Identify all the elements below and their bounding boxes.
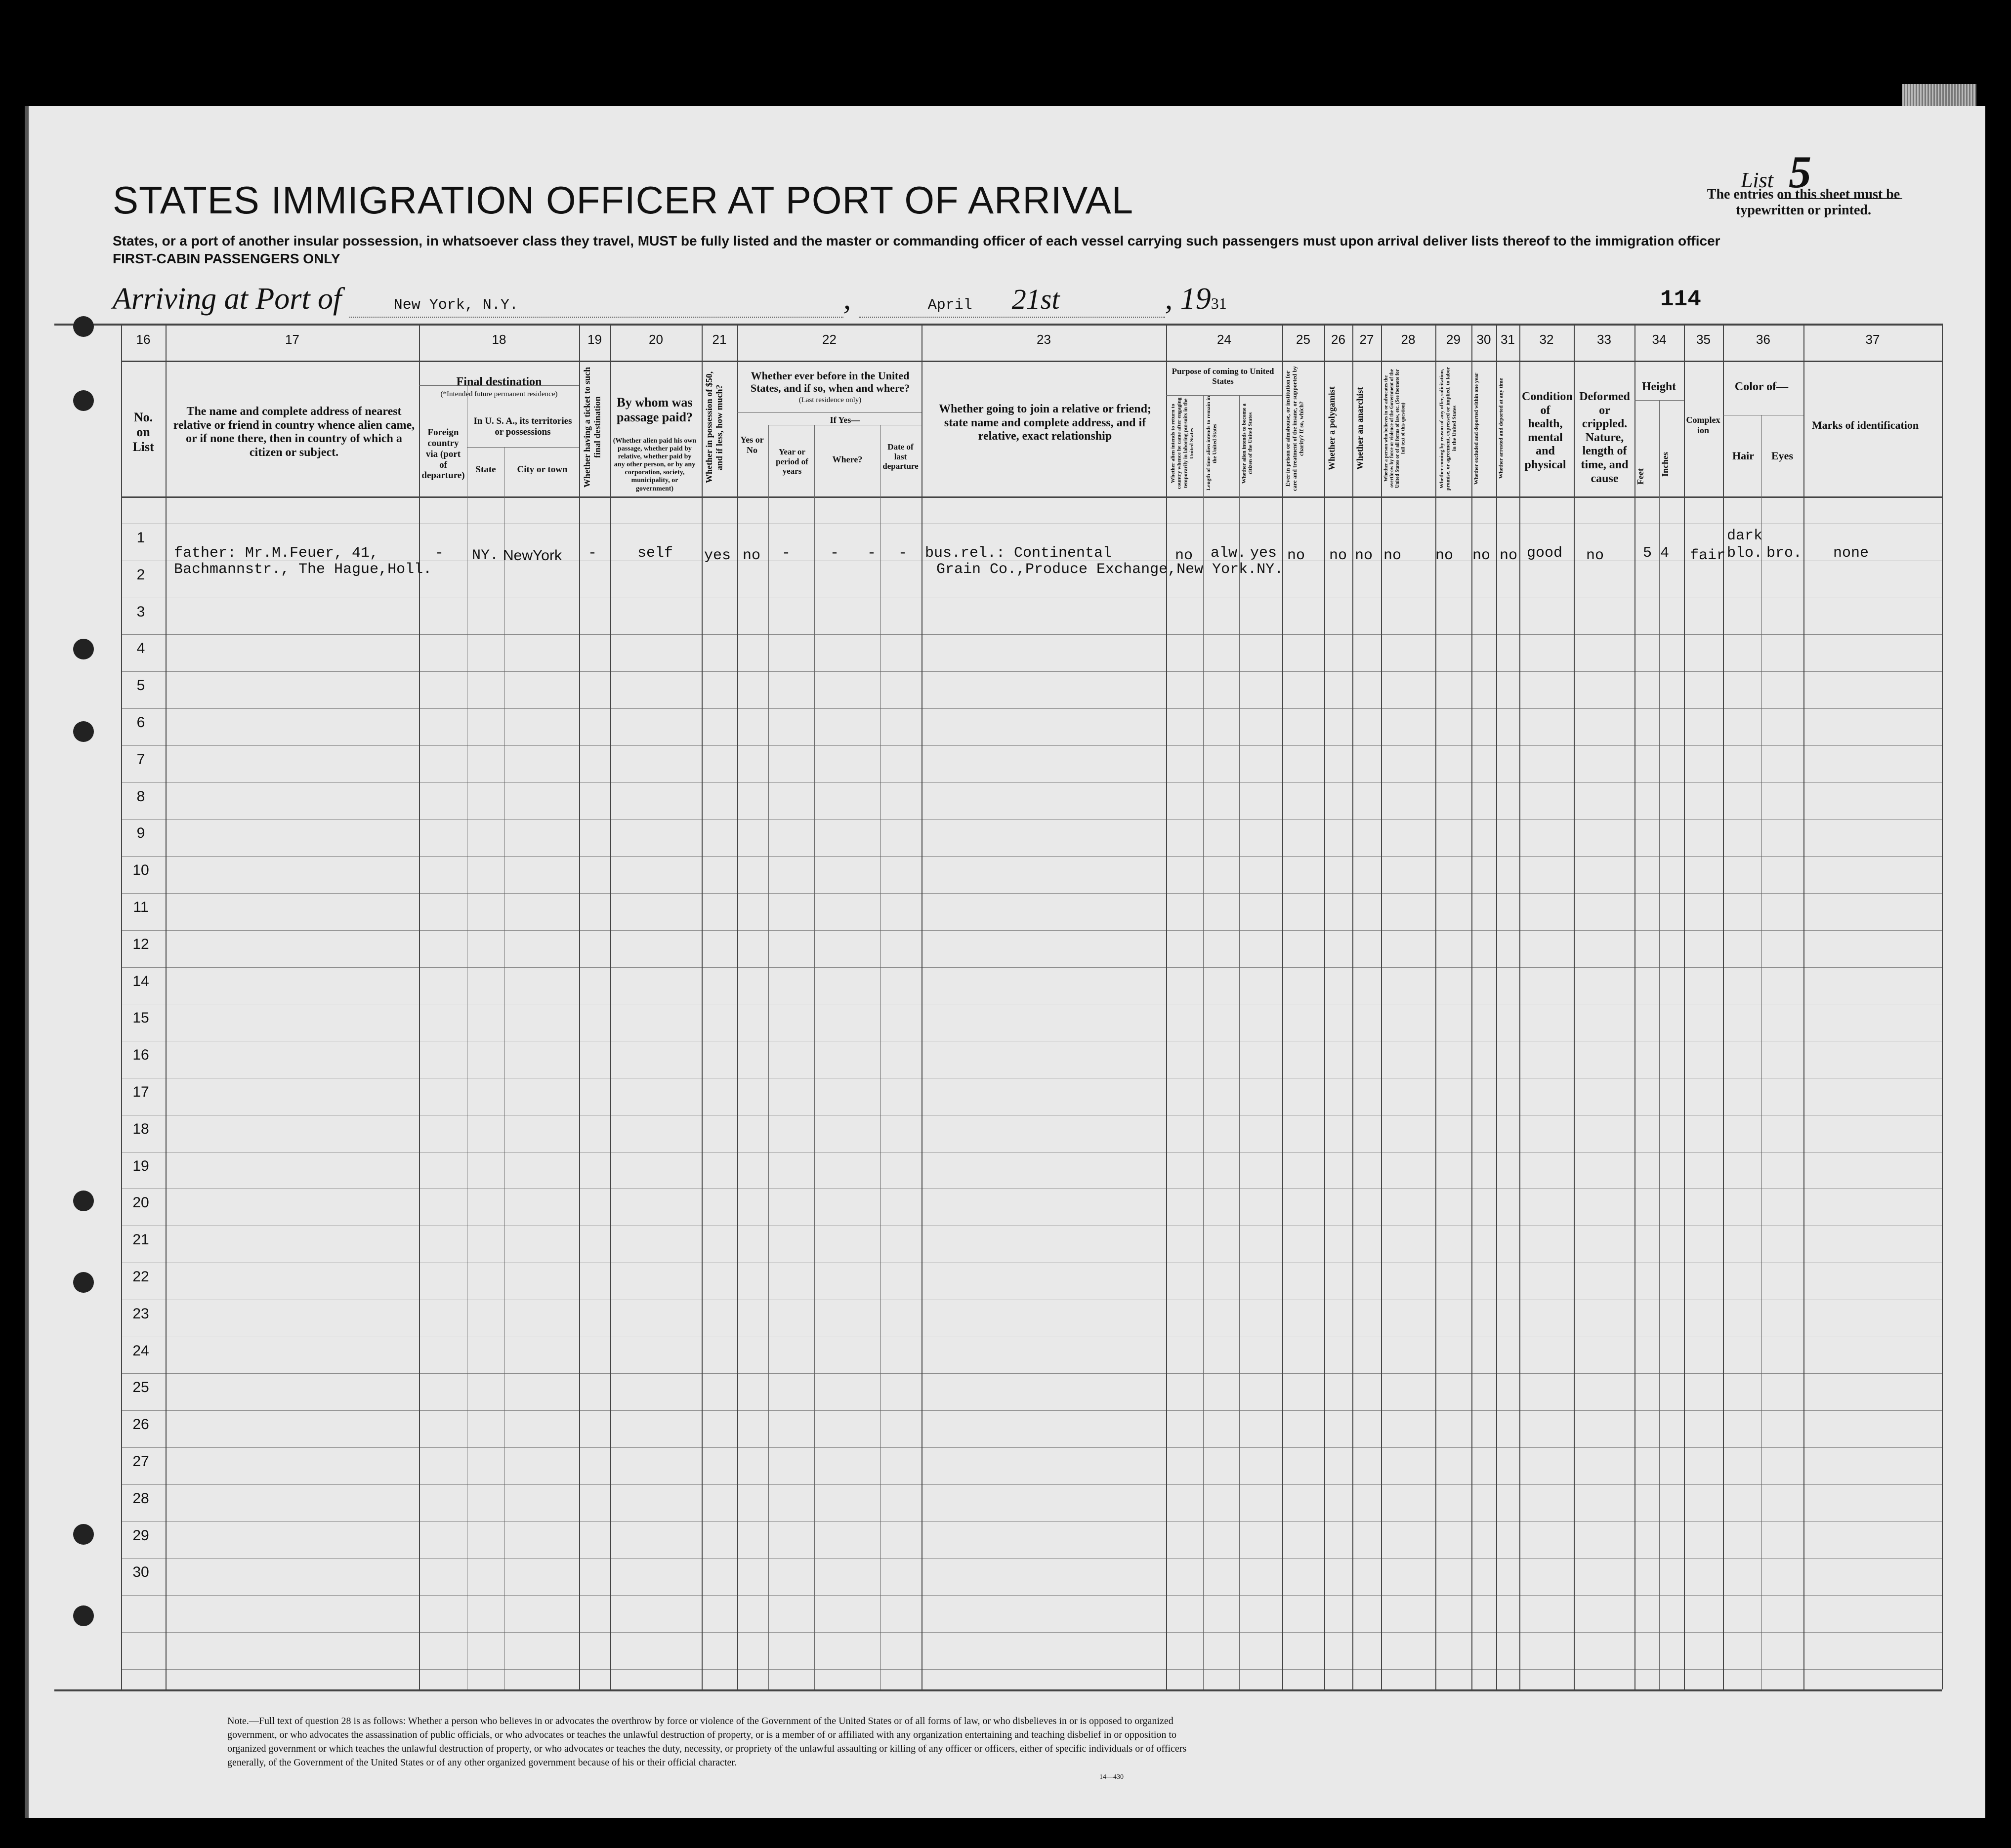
column-rule [737,324,738,1689]
column-number: 30 [1476,332,1491,347]
column-number: 19 [587,332,602,347]
header-in-usa: In U. S. A., its territories or possessions [473,416,572,437]
header-city: City or town [517,464,568,475]
entry-date: - [867,545,877,562]
row-number: 26 [132,1416,149,1433]
entry-deformed: no [1586,547,1604,564]
entry-join-line2: Grain Co.,Produce Exchange,New York.NY. [936,561,1284,578]
header-purpose: Purpose of coming to United States [1172,367,1274,386]
column-number: 28 [1401,332,1416,347]
header-yes-no: Yes or No [740,435,764,455]
header-arrested: Whether arrested and deported at any time [1498,378,1504,479]
column-number: 17 [285,332,299,347]
header-state: State [475,464,496,475]
row-rule [121,671,1942,672]
row-number: 15 [132,1010,149,1027]
row-rule [121,819,1942,820]
row-number: 19 [132,1157,149,1174]
column-number: 16 [136,332,151,347]
entry-relative-line2: Bachmannstr., The Hague,Holl. [174,561,432,578]
column-rule [419,324,420,1689]
day-field: 21st [1011,283,1060,315]
column-number: 35 [1696,332,1711,347]
header-purpose-citizen: Whether alien intends to become a citizen of the United States [1241,403,1254,484]
entry-purpose-citizen: yes [1250,545,1277,562]
top-rule [54,324,1942,326]
sub-column-rule [1239,395,1240,1689]
sub-column-rule [1659,400,1660,1689]
header-purpose-return: Whether alien intends to return to country whence he came after engaging temporarily in laboring pursuits in the United States [1170,397,1195,490]
row-rule [121,930,1942,931]
header-anarchist: Whether an anarchist [1355,387,1365,470]
row-number: 6 [136,714,145,731]
header-foreign-country: Foreign country via (port of departure) [421,427,465,481]
row-number: 20 [132,1194,149,1211]
entry-q29: no [1435,547,1454,564]
column-rule [702,324,703,1689]
header-fifty-dollars: Whether in possession of $50, and if less, how much? [704,371,724,484]
header-complexion: Complexion [1686,415,1720,435]
header-passage-paid: By whom was passage paid? [617,395,693,424]
column-number: 29 [1446,332,1461,347]
entry-polygamist: no [1329,547,1347,564]
column-number: 18 [492,332,506,347]
column-rule [1803,324,1804,1689]
column-number: 25 [1296,332,1310,347]
entry-paid-by: self [637,545,673,562]
header-relative-address: The name and complete address of nearest relative or friend in country whence alien came, or if none there, then in country of which a citizen or subject. [173,405,415,459]
column-rule [1282,324,1283,1689]
row-rule [121,1558,1942,1559]
list-number: List 5 [1741,146,1902,199]
column-rule [1166,324,1167,1689]
punch-hole [73,1524,94,1545]
arrival-line: Arriving at Port of New York, N.Y. , April 21st , 1931 [113,282,1227,318]
column-number: 37 [1865,332,1880,347]
header-ever-before-sub: (Last residence only) [798,396,862,404]
sub-header-rule [467,447,579,448]
header-where: Where? [832,454,863,464]
row-number: 25 [132,1379,149,1396]
row-rule [121,1484,1942,1485]
row-rule [121,708,1942,709]
header-deformed: Deformed or crippled. Nature, length of time, and cause [1579,390,1630,485]
column-number: 31 [1501,332,1515,347]
header-marks: Marks of identification [1811,419,1919,431]
row-rule [121,782,1942,783]
row-number: 4 [136,640,145,657]
entry-anarchist: no [1355,547,1373,564]
row-number: 28 [132,1490,149,1507]
header-ever-before: Whether ever before in the United States, and if so, when and where? [750,370,910,395]
column-rule [1496,324,1497,1689]
header-feet: Feet [1635,468,1645,485]
column-rule [1723,324,1724,1689]
punch-hole [73,316,94,337]
header-inches: Inches [1660,452,1670,477]
row-rule [121,745,1942,746]
punch-hole [73,1191,94,1211]
row-number: 2 [136,566,145,583]
entry-where: - [830,545,839,562]
header-year-period: Year or period of years [776,447,808,476]
row-number: 8 [136,788,145,805]
entry-ticket: - [588,545,597,562]
header-no-on-list: No. on List [132,410,154,454]
entry-inches: 4 [1660,545,1670,562]
row-rule [121,856,1942,857]
bottom-rule [54,1689,1942,1691]
row-number: 11 [133,899,149,915]
header-hair: Hair [1732,450,1754,462]
row-number: 12 [132,936,149,952]
row-number: 22 [132,1269,149,1285]
row-number: 3 [136,603,145,620]
column-rule [1574,324,1575,1689]
port-field: New York, N.Y. [393,297,518,314]
entry-complexion: fair [1690,547,1726,564]
entry-purpose-return: no [1175,547,1193,564]
entry-prison: no [1287,547,1305,564]
row-rule [121,1410,1942,1411]
row-number: 17 [132,1084,149,1100]
column-number: 22 [822,332,837,347]
row-rule [121,1447,1942,1448]
column-number: 32 [1539,332,1554,347]
entry-year: - [782,545,791,562]
header-ticket: Whether having a ticket to such final destination [582,367,602,488]
entry-purpose-length: alw. [1211,545,1247,562]
header-health: Condition of health, mental and physical [1522,390,1573,471]
header-final-destination-sub: (*Intended future permanent residence) [440,390,558,398]
header-passage-paid-sub: (Whether alien paid his own passage, whether paid by relative, whether paid by any other person, or by any corporation, society, municipality, or government) [613,437,697,493]
header-q29: Whether coming by reason of any offer, solicitation, promise, or agreement, expressed or implied, to labor in the United States [1439,367,1458,491]
row-rule [121,634,1942,635]
row-number: 7 [136,751,145,768]
row-number: 5 [136,677,145,694]
row-rule [121,1373,1942,1374]
entry-hair-top: dark [1727,528,1763,544]
entry-city: NewYork [503,547,562,564]
row-number: 18 [132,1120,149,1137]
entry-q28: no [1383,547,1402,564]
row-rule [121,1632,1942,1633]
column-number: 34 [1652,332,1667,347]
row-number: 21 [132,1232,149,1248]
sub-column-rule [768,425,769,1689]
page-title: STATES IMMIGRATION OFFICER AT PORT OF ARRIVAL [113,178,1134,222]
column-number: 27 [1359,332,1374,347]
column-number: 33 [1597,332,1611,347]
header-join-relative: Whether going to join a relative or friend; state name and complete address, and if relative, exact relationship [939,403,1151,443]
column-number: 20 [649,332,663,347]
row-number: 29 [132,1527,149,1544]
row-number: 24 [132,1342,149,1359]
punch-hole [73,721,94,742]
header-if-yes: If Yes— [830,415,860,425]
entry-hair: blo. [1727,545,1763,562]
column-rule [121,324,122,1689]
row-rule [121,1669,1942,1670]
column-number: 36 [1756,332,1770,347]
column-rule [166,324,167,1689]
row-rule [121,967,1942,968]
sub-column-rule [1761,415,1762,1689]
entry-eyes: bro. [1766,545,1802,562]
header-eyes: Eyes [1771,450,1793,462]
month-field: April [927,297,972,314]
class-line: FIRST-CABIN PASSENGERS ONLY [113,251,340,266]
row-number: 27 [132,1453,149,1470]
punch-hole [73,1605,94,1626]
column-rule [1634,324,1635,1689]
header-height: Height [1641,380,1676,393]
entry-fifty: yes [704,547,731,564]
column-number: 24 [1217,332,1231,347]
entry-relative-line1: father: Mr.M.Feuer, 41, [174,545,379,562]
entry-join-line1: bus.rel.: Continental [925,545,1112,562]
header-top-rule [121,361,1942,362]
header-final-destination: Final destination [456,375,542,388]
column-rule [1519,324,1520,1689]
column-rule [579,324,580,1689]
row-rule [121,893,1942,894]
row-number: 23 [132,1305,149,1322]
header-purpose-length: Length of time alien intends to remain in the United States [1206,396,1218,491]
entry-state: NY. [472,547,499,564]
entry-arrested: no [1500,547,1518,564]
row-rule [121,1595,1942,1596]
column-number: 21 [712,332,727,347]
row-number: 30 [132,1564,149,1581]
row-rule [121,1521,1942,1522]
header-q28: Whether a person who believes in or advocates the overthrow by force or violence of the Government of the United States or of all forms of law, etc. (See footnote for full text of this question) [1383,369,1406,488]
sub-column-rule [814,425,815,1689]
sub-header-rule [737,412,922,413]
sub-column-rule [1203,395,1204,1689]
column-number: 23 [1037,332,1051,347]
header-excluded: Whether excluded and deported within one year [1473,372,1479,485]
column-rule [1324,324,1325,1689]
column-rule [1381,324,1382,1689]
footnote-q28: Note.—Full text of question 28 is as follows: Whether a person who believes in or advocates the overthrow by force or violence of the Government of the United States or of all forms of law, or who disbelieves in or is opposed to organized government, or who advocates the assassination of public officials, or who advocates or teaches the unlawful destruction of property, or is a member of or affiliated with any organization entertaining and teaching disbelief in or opposition to organized government or which teaches the unlawful destruction of property, or who advocates or teaches the duty, necessity, or propriety of the unlawful assaulting or killing of any officer or officers, either of specific individuals or of officers generally, of the Government of the United States or of any other organized government because of his or their official character. [227,1716,1187,1768]
row-number: 16 [132,1047,149,1064]
sub-header-rule [1634,400,1684,401]
manifest-sheet [25,106,1985,1818]
entry-marks: none [1833,545,1869,562]
instruction-text: States, or a port of another insular possession, in whatsoever class they travel, MUST be fully listed and the master or commanding officer of each vessel carrying such passengers must upon arrival deliver lists thereof to the immigration officer [113,233,1720,248]
column-rule [1471,324,1472,1689]
column-rule [1684,324,1685,1689]
entry-health: good [1527,545,1563,562]
typewritten-note: The entries on this sheet must be typewritten or printed. [1707,187,1900,218]
entry-ever-before: no [743,547,761,564]
punch-hole [73,390,94,411]
page-number: 114 [1660,287,1701,312]
entry-feet: 5 [1643,545,1652,562]
column-number: 26 [1331,332,1345,347]
header-prison: Ever in prison or almshouse, or institution for care and treatment of the insane, or supported by charity? If so, which? [1284,366,1305,491]
column-rule [1352,324,1353,1689]
punch-hole [73,1272,94,1293]
row-number: 10 [132,862,149,879]
form-number: 14—430 [1099,1773,1124,1781]
column-rule [1942,324,1943,1689]
header-bottom-rule [121,496,1942,498]
header-polygamist: Whether a polygamist [1327,386,1337,471]
row-number: 9 [136,825,145,842]
header-date-departure: Date of last departure [882,442,919,471]
row-number: 14 [132,973,149,989]
entry-foreign-country: - [435,545,444,562]
entry-excluded: no [1472,547,1491,564]
sub-column-rule [880,425,881,1689]
entry-join-dash: - [898,545,908,562]
column-rule [610,324,611,1689]
column-rule [1435,324,1436,1689]
header-color-of: Color of— [1734,380,1789,393]
punch-hole [73,639,94,659]
row-number: 1 [136,530,145,546]
